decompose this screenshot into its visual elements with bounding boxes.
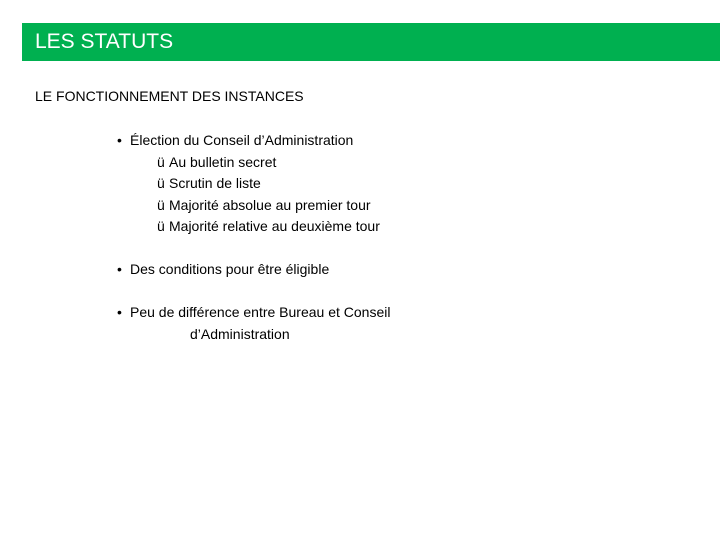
- title-bar: [22, 23, 720, 61]
- bullet-icon: •: [117, 304, 122, 320]
- section-heading: LE FONCTIONNEMENT DES INSTANCES: [35, 88, 304, 104]
- sub-list-item: [117, 152, 390, 174]
- spacer: [117, 238, 390, 260]
- checkmark-icon: ü: [157, 218, 165, 234]
- list-item: [117, 302, 390, 324]
- sub-list-item-text: Scrutin de liste: [169, 175, 261, 191]
- checkmark-icon: ü: [157, 175, 165, 191]
- spacer: [117, 281, 390, 303]
- page-title: LES STATUTS: [35, 30, 174, 53]
- list-item: [117, 130, 390, 152]
- list-item-text: Des conditions pour être éligible: [130, 261, 330, 277]
- sub-list-item-text: Au bulletin secret: [169, 153, 277, 170]
- bullet-list: [117, 130, 390, 345]
- checkmark-icon: ü: [157, 196, 165, 213]
- list-item: [117, 259, 390, 281]
- bullet-icon: •: [117, 261, 122, 277]
- sub-list-item: [117, 195, 390, 217]
- list-item-continuation: d’Administration: [190, 325, 290, 342]
- sub-list-item: [117, 173, 390, 195]
- sub-list-item: [117, 216, 390, 238]
- sub-list-item-text: Majorité relative au deuxième tour: [169, 218, 380, 234]
- list-item-text: Élection du Conseil d’Administration: [130, 132, 354, 148]
- checkmark-icon: ü: [157, 153, 165, 170]
- sub-list-item-text: Majorité absolue au premier tour: [169, 196, 371, 213]
- bullet-icon: •: [117, 132, 122, 148]
- list-item-text: Peu de différence entre Bureau et Conseil: [130, 304, 391, 320]
